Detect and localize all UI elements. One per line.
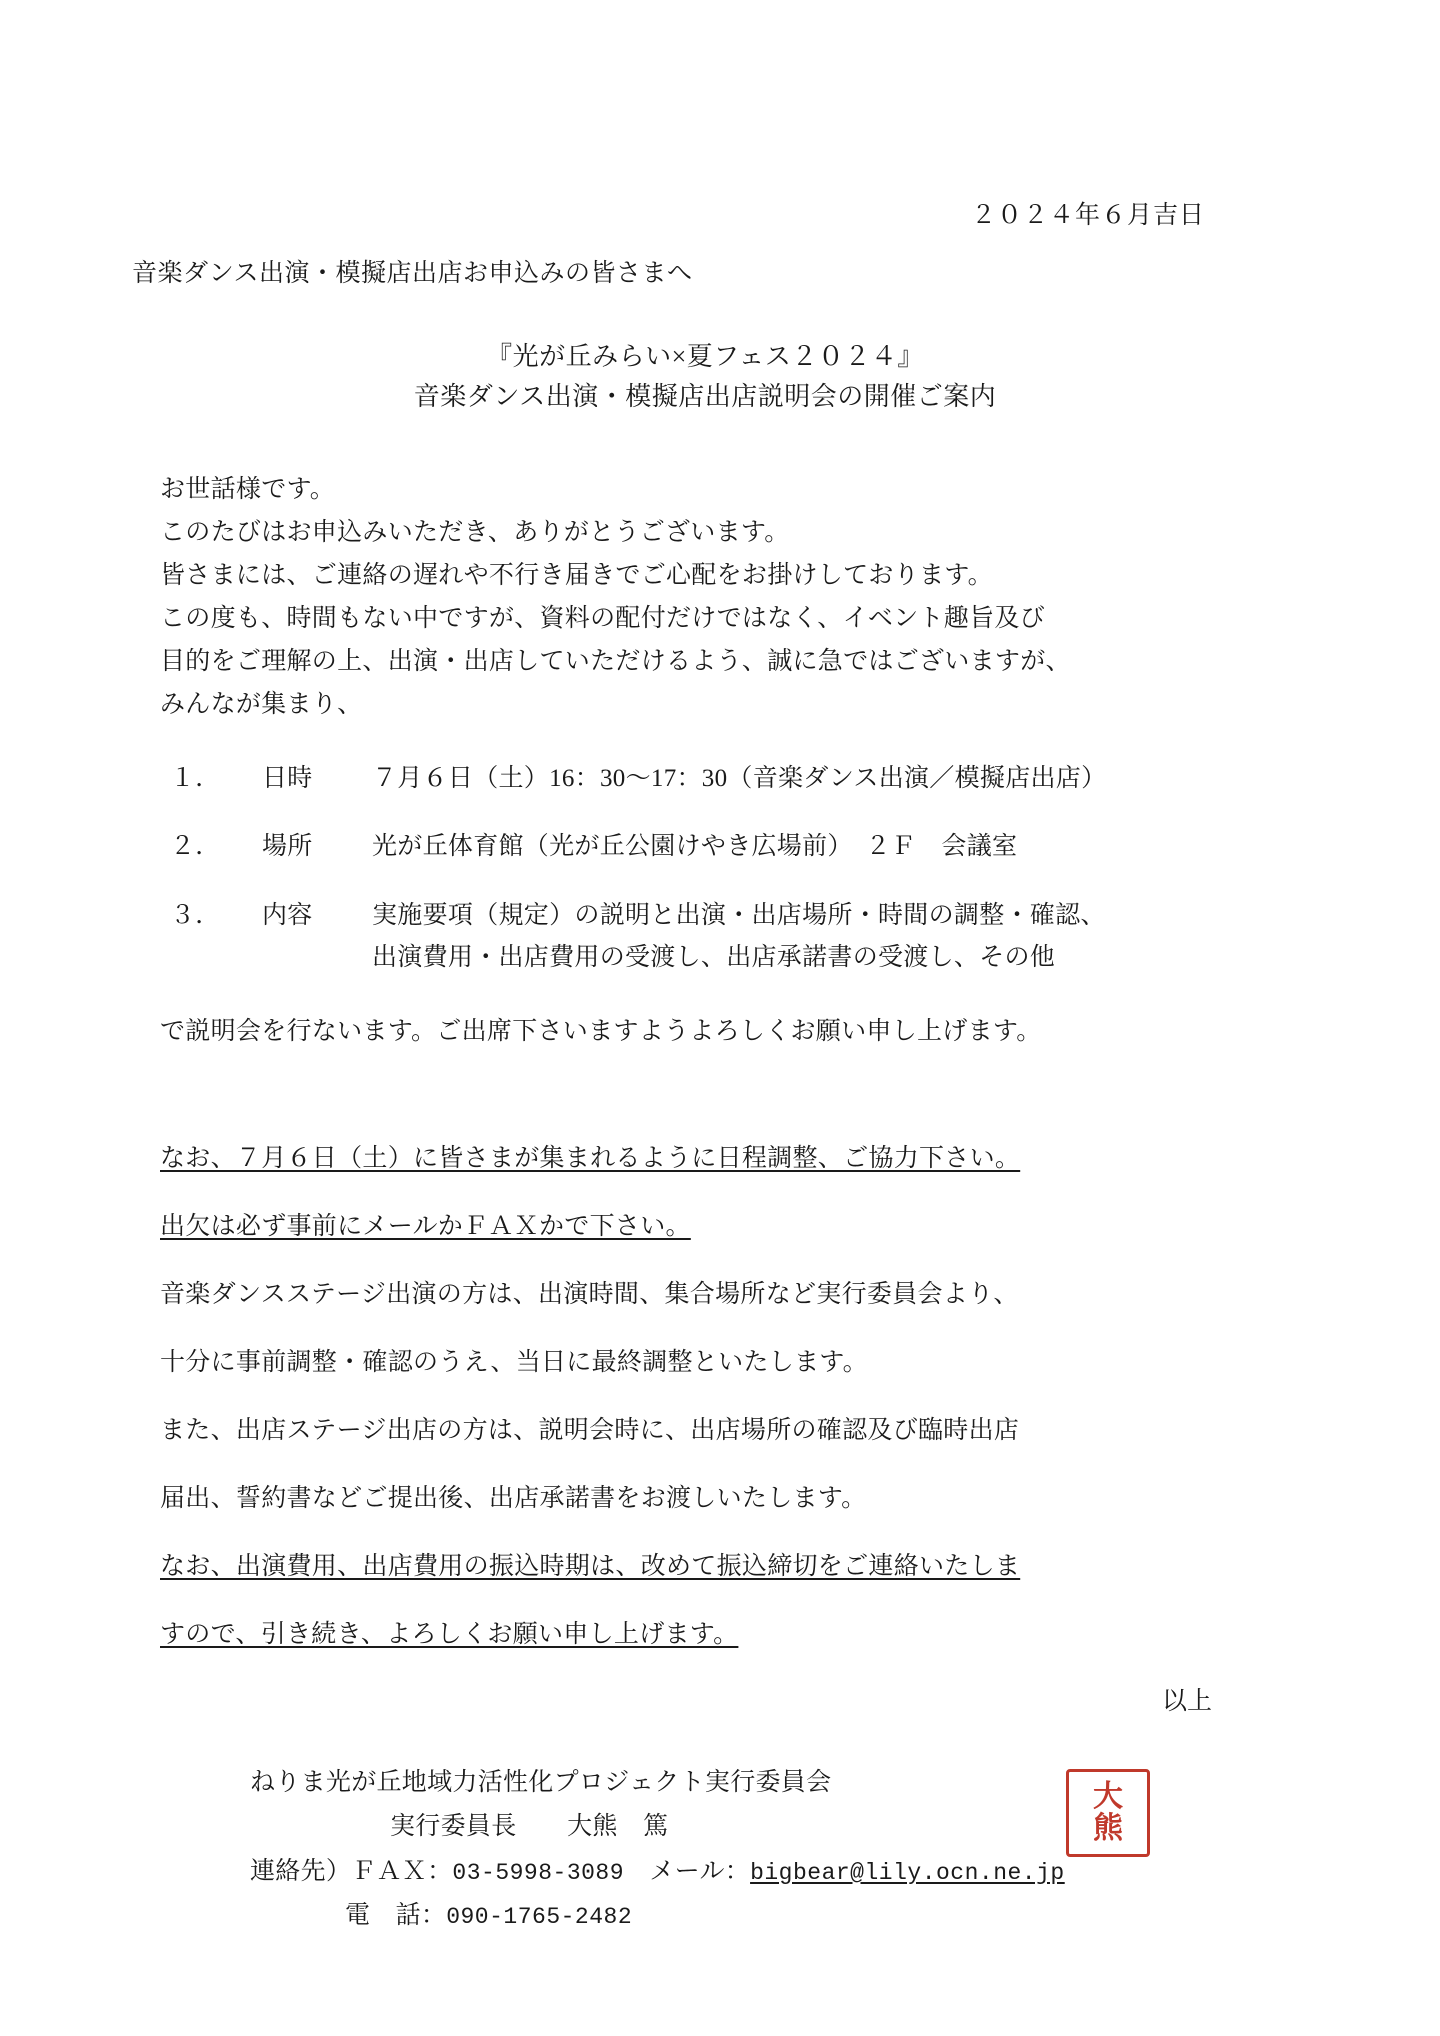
seal-char-1: 大: [1093, 1779, 1123, 1815]
closing-line: 出欠は必ず事前にメールかＦＡＸかで下さい。: [160, 1212, 691, 1240]
item-value: [372, 826, 1260, 869]
signature-organization: ねりま光が丘地域力活性化プロジェクト実行委員会: [250, 1768, 832, 1796]
list-item: [170, 758, 1260, 801]
after-items-paragraph: [160, 1010, 1260, 1053]
list-item: [170, 826, 1260, 869]
item-value-line: 実施要項（規定）の説明と出演・出店場所・時間の調整・確認、: [372, 901, 1106, 929]
document-body: [132, 195, 1260, 1939]
item-number: ２．: [170, 833, 221, 861]
intro-line: このたびはお申込みいただき、ありがとうございます。: [160, 518, 790, 546]
details-list: [170, 758, 1260, 980]
after-items-line: で説明会を行ないます。ご出席下さいますようよろしくお願い申し上げます。: [160, 1017, 1042, 1045]
intro-paragraph: [160, 468, 1260, 726]
email-link[interactable]: bigbear@lily.ocn.ne.jp: [750, 1859, 1065, 1886]
list-item: [170, 895, 1260, 980]
closing-line: また、出店ステージ出店の方は、説明会時に、出店場所の確認及び臨時出店: [160, 1416, 1020, 1444]
intro-line: この度も、時間もない中ですが、資料の配付だけではなく、イベント趣旨及び: [160, 604, 1046, 632]
item-value-line: 光が丘体育館（光が丘公園けやき広場前） ２Ｆ 会議室: [372, 833, 1018, 861]
document-date: ２０２４年６月吉日: [970, 202, 1205, 229]
item-value: [372, 895, 1260, 980]
intro-line: お世話様です。: [160, 475, 336, 503]
signature-tel: [150, 1894, 1260, 1939]
closing-line: なお、７月６日（土）に皆さまが集まれるように日程調整、ご協力下さい。: [160, 1144, 1021, 1172]
contact-label: 連絡先）ＦＡＸ：: [250, 1857, 453, 1885]
fax-number: 03-5998-3089: [452, 1859, 625, 1886]
item-value-line: ７月６日（土）16：30〜17：30（音楽ダンス出演／模擬店出店）: [372, 764, 1107, 792]
item-label: 日時: [262, 764, 313, 792]
intro-line: 皆さまには、ご連絡の遅れや不行き届きでご心配をお掛けしております。: [160, 561, 993, 589]
closing-line: 音楽ダンスステージ出演の方は、出演時間、集合場所など実行委員会より、: [160, 1280, 1019, 1308]
item-label: 場所: [262, 833, 313, 861]
closing-paragraph: [160, 1137, 1260, 1656]
document-title: [150, 337, 1260, 418]
signature-block: [150, 1761, 1260, 1939]
item-number: １．: [170, 764, 221, 792]
closing-line: すので、引き続き、よろしくお願い申し上げます。: [160, 1620, 739, 1648]
document-addressee: 音楽ダンス出演・模擬店出店お申込みの皆さまへ: [132, 260, 693, 287]
item-label: 内容: [262, 901, 313, 929]
official-seal-icon: [1066, 1769, 1150, 1857]
item-number: ３．: [170, 901, 221, 929]
item-value-line: 出演費用・出店費用の受渡し、出店承諾書の受渡し、その他: [372, 944, 1056, 972]
title-line-2: 音楽ダンス出演・模擬店出店説明会の開催ご案内: [413, 382, 997, 412]
closing-line: 十分に事前調整・確認のうえ、当日に最終調整といたします。: [160, 1348, 868, 1376]
closing-line: なお、出演費用、出店費用の振込時期は、改めて振込締切をご連絡いたしま: [160, 1552, 1021, 1580]
signature-chair: 実行委員長 大熊 篤: [390, 1813, 669, 1841]
tel-number: 090-1765-2482: [446, 1904, 633, 1931]
tel-label: 電 話：: [345, 1902, 447, 1930]
title-line-1: 『光が丘みらい×夏フェス２０２４』: [486, 342, 924, 371]
sign-off: 以上: [1161, 1687, 1212, 1715]
closing-line: 届出、誓約書などご提出後、出店承諾書をお渡しいたします。: [160, 1484, 867, 1512]
item-value: [372, 758, 1260, 801]
seal-char-2: 熊: [1093, 1810, 1123, 1846]
mail-label: メール：: [624, 1857, 751, 1885]
intro-line: みんなが集まり、: [160, 690, 363, 718]
intro-line: 目的をご理解の上、出演・出店していただけるよう、誠に急ではございますが、: [160, 647, 1071, 675]
